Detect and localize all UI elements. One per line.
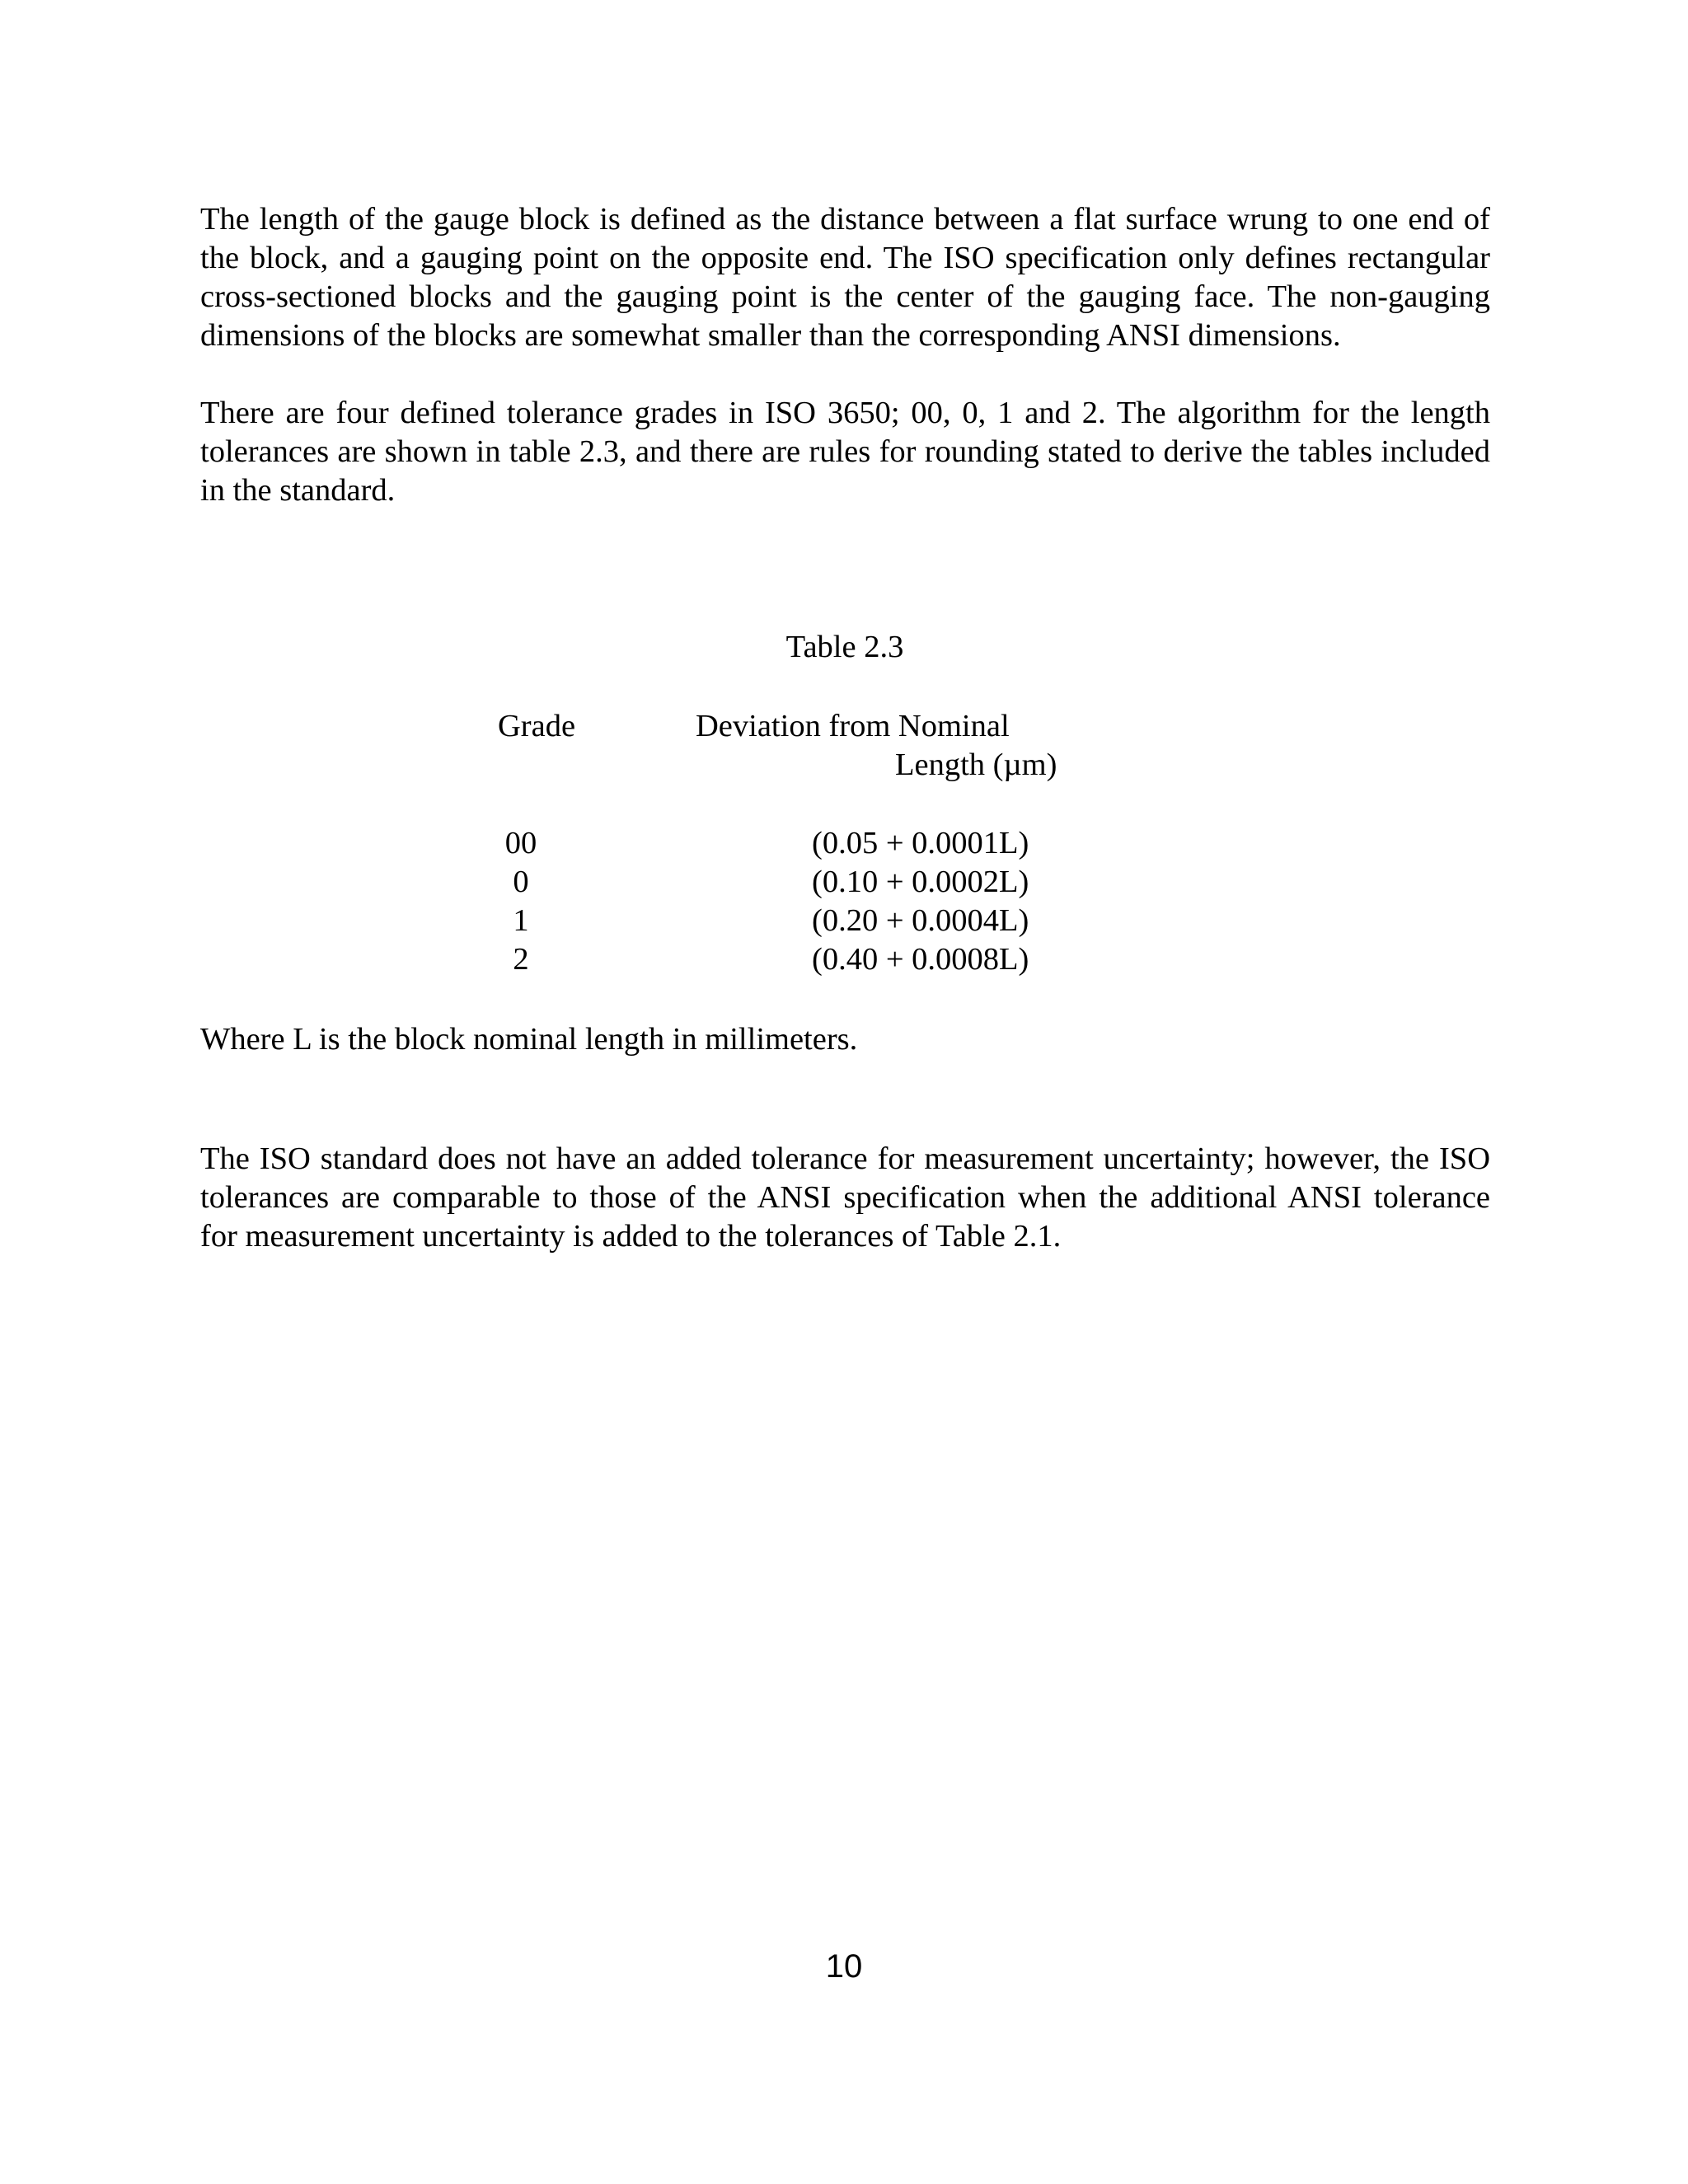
table-cell-deviation: (0.05 + 0.0001L) bbox=[812, 826, 1029, 860]
table-cell-grade: 1 bbox=[513, 903, 529, 938]
paragraph-measurement-uncertainty bbox=[200, 1140, 1490, 1256]
text-line: There are four defined tolerance grades in ISO 3650; 00, 0, 1 and 2. The algorithm for the length bbox=[200, 396, 1490, 430]
text-line: tolerances are shown in table 2.3, and there are rules for rounding stated to derive the tables included bbox=[200, 434, 1490, 469]
table-deviation-column bbox=[812, 824, 1059, 979]
text-line: tolerances are comparable to those of the ANSI specification when the additional ANSI tolerance bbox=[200, 1180, 1490, 1215]
paragraph-tolerance-grades bbox=[200, 394, 1490, 510]
text-line: dimensions of the blocks are somewhat smaller than the corresponding ANSI dimensions. bbox=[200, 318, 1341, 353]
text-line: the block, and a gauging point on the opposite end. The ISO specification only defines rectangular bbox=[200, 241, 1490, 275]
table-cell-grade: 2 bbox=[513, 942, 529, 977]
table-header-grade: Grade bbox=[498, 709, 576, 743]
text-line: The ISO standard does not have an added tolerance for measurement uncertainty; however, the ISO bbox=[200, 1141, 1490, 1176]
table-cell-grade: 0 bbox=[513, 865, 529, 899]
table-cell-deviation: (0.40 + 0.0008L) bbox=[812, 942, 1029, 977]
text-line: cross-sectioned blocks and the gauging point is the center of the gauging face. The non-gauging bbox=[200, 279, 1490, 314]
page-number: 10 bbox=[825, 1948, 863, 1985]
paragraph-gauge-block-length bbox=[200, 200, 1490, 355]
text-line: in the standard. bbox=[200, 473, 396, 508]
table-note: Where L is the block nominal length in millimeters. bbox=[200, 1022, 858, 1057]
text-line: for measurement uncertainty is added to the tolerances of Table 2.1. bbox=[200, 1219, 1062, 1254]
table-cell-grade: 00 bbox=[504, 826, 537, 860]
text-line: The length of the gauge block is defined as the distance between a flat surface wrung to one end of bbox=[200, 202, 1490, 237]
table-cell-deviation: (0.10 + 0.0002L) bbox=[812, 865, 1029, 899]
table-caption: Table 2.3 bbox=[785, 630, 904, 664]
table-header-deviation: Deviation from Nominal bbox=[696, 709, 1010, 743]
table-cell-deviation: (0.20 + 0.0004L) bbox=[812, 903, 1029, 938]
table-grade-column bbox=[486, 824, 556, 979]
table-header-deviation-unit: Length (µm) bbox=[895, 748, 1057, 782]
